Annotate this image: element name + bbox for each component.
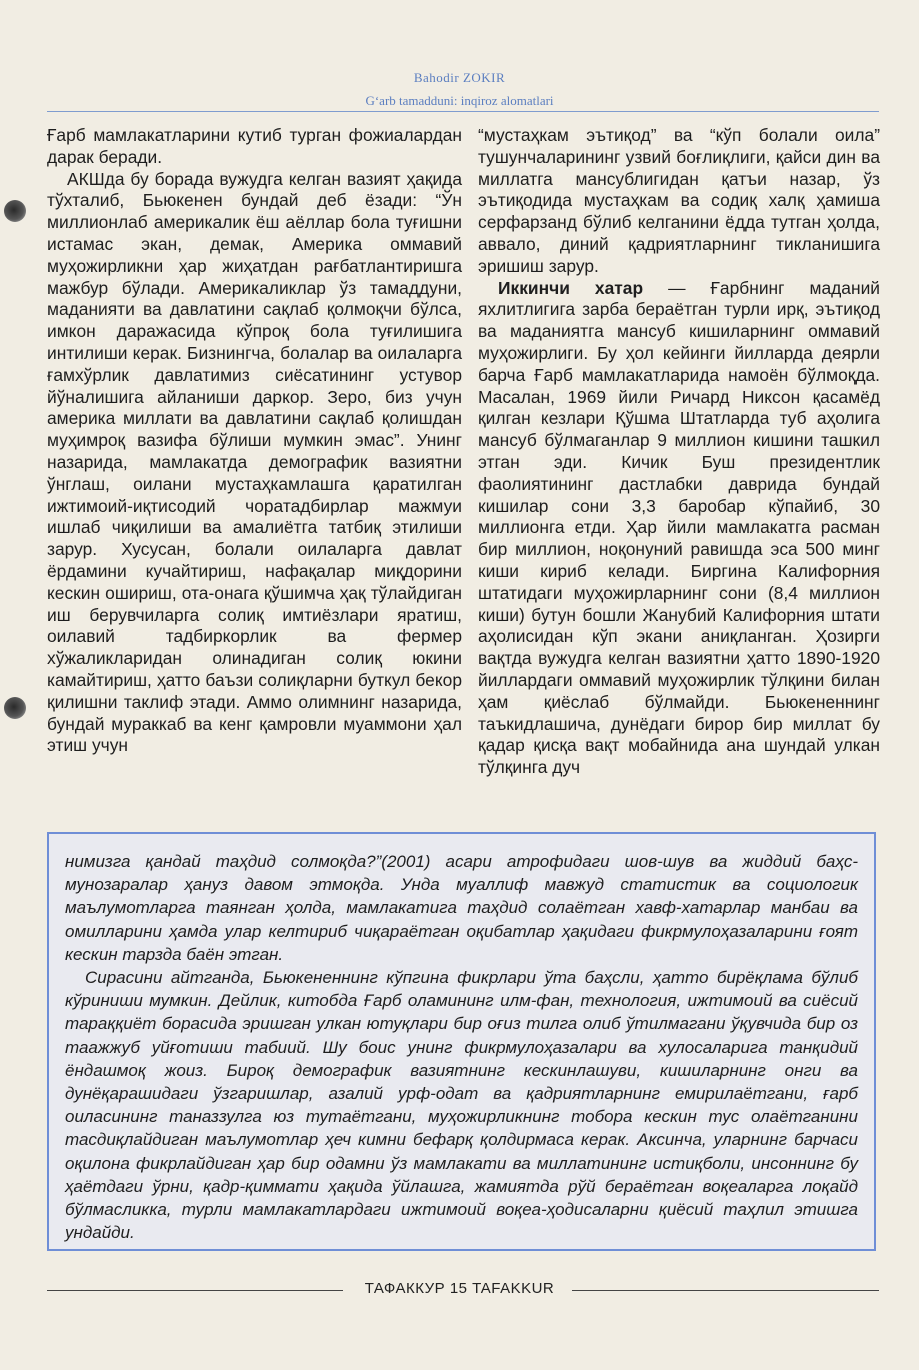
highlight-box: [47, 832, 876, 1251]
header-subtitle: G‘arb tamadduni: inqiroz alomatlari: [365, 93, 554, 108]
right-paragraph-1: “мустаҳкам эътиқод” ва “кўп болали оила” тушунчаларининг узвий боғлиқлиги, қайси дин ва миллатга мансублигидан қатъи назар, ўз эътиқодида мустаҳкам ва содиқ халқ ҳамиша серфарзанд бўлиб келганини ёдда тутган ҳолда, аввало, диний қадриятларнинг тикланишига эришиш зарур.: [478, 125, 880, 276]
left-paragraph-1: Ғарб мамлакатларини кутиб турган фожиалардан дарак беради.: [47, 125, 462, 167]
right-column: [478, 125, 880, 779]
binder-hole-top: [4, 200, 26, 222]
left-paragraph-2: АКШда бу борада вужудга келган вазият ҳақида тўхталиб, Бьюкенен бундай деб ёзади: “Ўн миллионлаб америкалик ёш аёллар бола туғишни истамас экан, демак, Америка оммавий муҳожирликни ҳар жиҳатдан рағбатлантиришга мажбур бўлади. Америкаликлар ўз тамаддуни, маданияти ва давлатини сақлаб қолмоқчи бўлса, имкон даражасида кўпроқ бола туғилишига интилиши керак. Бизнингча, болалар ва оилаларга ғамхўрлик давлатимиз сиёсатининг устувор йўналишига айланиши даркор. Зеро, биз учун америка миллати ва давлатини сақлаб қолишдан муҳимроқ вазифа бўлиши мумкин эмас”. Унинг назарида, мамлакатда демографик вазиятни ўнглаш, оилани мустаҳкамлашга қаратилган ижтимоий-иқтисодий чоратадбирлар мажмуи ишлаб чиқилиши ва амалиётга татбиқ этилиши зарур. Хусусан, болали оилаларга давлат ёрдамини кучайтириш, нафақалар миқдорини кескин ошириш, ота-онага қўшимча ҳақ тўлайдиган иш берувчиларга солиқ имтиёзлари яратиш, оилавий тадбиркорлик ва фермер хўжаликларидан олинадиган солиқ юкини камайтириш, ҳатто баъзи солиқларни буткул бекор қилишни таклиф этади. Аммо олимнинг назарида, бундай мураккаб ва кенг қамровли муаммони ҳал этиш учун: [47, 168, 462, 756]
section-lead-in: Иккинчи хатар: [498, 277, 644, 298]
box-paragraph-1: нимизга қандай таҳдид солмоқда?”(2001) асари атрофидаги шов-шув ва жиддий баҳс-мунозаралар ҳануз давом этмоқда. Унда муаллиф мавжуд статистик ва социологик маълумотларга таянган ҳолда, мамлакатига таҳдид солаётган хавф-хатарлар манбаи ва омилларини ҳамда улар келтириб чиқараётган оқибатлар ҳақидаги фикрмулоҳазаларини ғоят кескин тарзда баён этган.: [65, 852, 858, 964]
right-paragraph-2-text: — Ғарбнинг маданий яхлитлигига зарба бераётган турли ирқ, эътиқод ва маданиятга мансуб кишиларнинг оммавий муҳожирлиги. Бу ҳол кейинги йилларда деярли барча Ғарб мамлакатларида намоён бўлмоқда. Масалан, 1969 йили Ричард Никсон қасамёд қилган кезлари Қўшма Штатларда туб аҳолига мансуб бўлмаганлар 9 миллион кишини ташкил этган эди. Кичик Буш президентлик фаолиятининг дастлабки даврида бундай кишилар сони 3,3 баробар кўпайиб, 30 миллионга етди. Ҳар йили мамлакатга расман бир миллион, ноқонуний равишда эса 500 минг киши кириб келади. Биргина Калифорния штатидаги муҳожирларнинг сони (8,4 миллион киши) бутун бошли Жанубий Калифорния штати аҳолисидан кўп экани аниқланган. Ҳозирги вақтда вужудга келган вазиятни ҳатто 1890-1920 йиллардаги оммавий муҳожирлик тўлқини билан ҳам қиёслаб бўлмайди. Бьюкененнинг таъкидлашича, дунёдаги бирор бир миллат бу қадар қисқа вақт мобайнида ана шундай улкан тўлқинга дуч: [478, 277, 880, 778]
header-author: Bahodir ZOKIR: [413, 70, 506, 85]
left-column: [47, 125, 462, 757]
footer-page-label: ТАФАККУР 15 TAFAKKUR: [364, 1280, 555, 1297]
binder-hole-bottom: [4, 697, 26, 719]
box-paragraph-2: Сирасини айтганда, Бьюкененнинг кўпгина фикрлари ўта баҳсли, ҳатто бирёқлама бўлиб кўриниши мумкин. Дейлик, китобда Ғарб оламининг илм-фан, технология, ижтимоий ва сиёсий тараққиёт борасида эришган улкан ютуқлари бир оғиз тилга олиб ўтилмагани ўқувчида бир оз таажжуб уйғотиши табиий. Шу боис унинг фикрмулоҳазалари ва хулосаларига танқидий ёндашмоқ жоиз. Бироқ демографик вазиятнинг кескинлашуви, кишиларнинг онги ва дунёқарашидаги ўзгаришлар, азалий урф-одат ва қадриятларнинг емирилаётгани, ғарб оиласининг таназзулга юз тутаётгани, муҳожирликнинг тобора кескин тус олаётганини тасдиқлайдиган маълумотлар ҳеч кимни бефарқ қолдирмаса керак. Аксинча, уларнинг барчаси оқилона фикрлайдиган ҳар бир одамни ўз мамлакати ва миллатининг истиқболи, инсоннинг бу ҳаётдаги ўрни, қадр-қиммати ҳақида ўйлашга, жамиятда рўй бераётган воқеаларга лоқайд бўлмасликка, турли мамлакатлардаги ижтимоий воқеа-ҳодисаларни қиёсий таҳлил этишга ундайди.: [65, 968, 858, 1243]
footer-rule-right: [572, 1290, 879, 1291]
right-paragraph-2: [478, 278, 880, 779]
header-rule: [47, 111, 879, 112]
